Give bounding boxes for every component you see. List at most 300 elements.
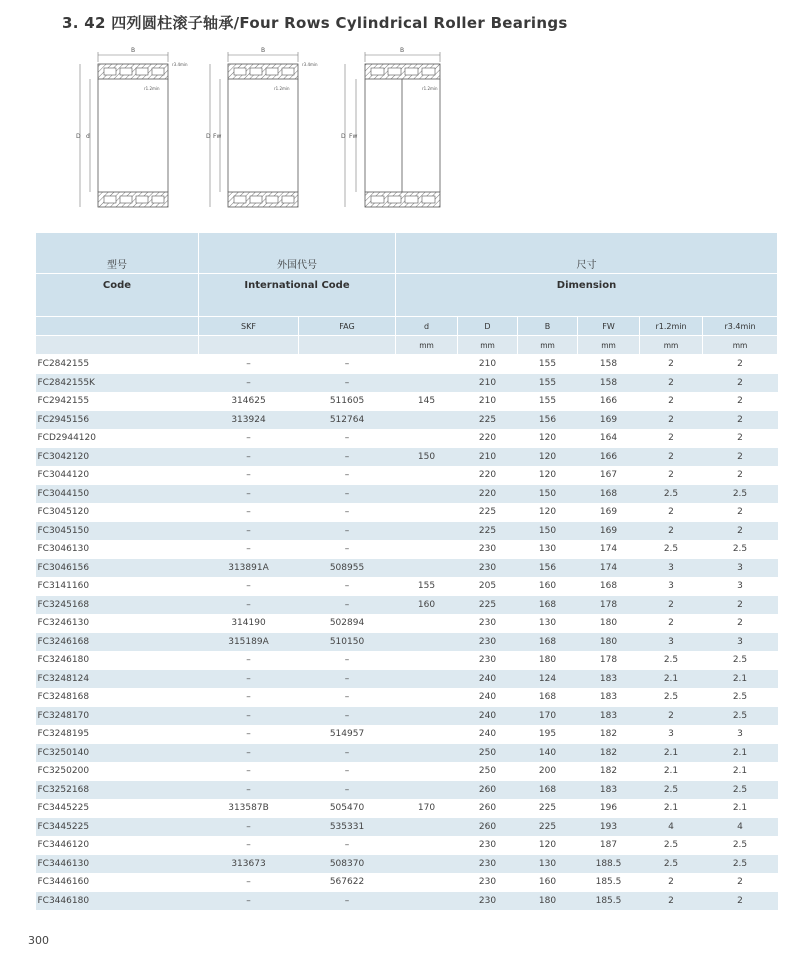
r12-cell: 4 bbox=[640, 818, 703, 837]
d-cell bbox=[396, 818, 458, 837]
skf-cell: – bbox=[199, 781, 299, 800]
r34-cell: 2 bbox=[737, 507, 743, 518]
D-cell: 230 bbox=[478, 877, 497, 888]
r34-cell: 2.5 bbox=[732, 840, 748, 851]
table-row bbox=[36, 873, 778, 892]
r34-cell: 2.1 bbox=[732, 766, 748, 777]
bore-label: Fw bbox=[349, 133, 358, 140]
D-cell: 230 bbox=[478, 840, 497, 851]
fw-cell: 168 bbox=[599, 581, 618, 592]
code-cell: FC3250140 bbox=[36, 744, 199, 763]
r12-cell: 2 bbox=[668, 507, 674, 518]
header-sub-blank bbox=[36, 317, 199, 336]
table-row bbox=[36, 781, 778, 800]
r12-cell: 2.1 bbox=[640, 670, 703, 689]
D-cell: 240 bbox=[478, 692, 497, 703]
r12-cell: 2 bbox=[668, 877, 674, 888]
skf-cell: 313673 bbox=[199, 855, 299, 874]
fw-cell: 166 bbox=[578, 448, 640, 467]
header-dim-cn: 尺寸 bbox=[396, 233, 778, 274]
skf-cell: – bbox=[246, 840, 251, 851]
fw-cell: 178 bbox=[599, 655, 618, 666]
code-cell: FC2842155K bbox=[36, 374, 199, 393]
skf-cell: 313924 bbox=[199, 411, 299, 430]
r12-cell: 2.5 bbox=[663, 544, 679, 555]
fag-cell: – bbox=[344, 840, 350, 851]
B-cell: 120 bbox=[538, 470, 557, 481]
code-cell: FC3248195 bbox=[37, 729, 90, 740]
code-cell: FC3141160 bbox=[37, 581, 90, 592]
fw-cell: 183 bbox=[578, 670, 640, 689]
unit-B: mm bbox=[518, 336, 578, 355]
code-cell: FC3250200 bbox=[37, 766, 90, 777]
r34-cell: 2.1 bbox=[732, 803, 748, 814]
fw-cell: 164 bbox=[599, 433, 618, 444]
table-row bbox=[36, 411, 778, 430]
code-cell: FC3044150 bbox=[36, 485, 199, 504]
code-cell: FC3046156 bbox=[36, 559, 199, 578]
D-cell: 230 bbox=[458, 855, 518, 874]
code-cell: FC3248168 bbox=[37, 692, 90, 703]
table-row bbox=[36, 855, 778, 874]
header-B: B bbox=[518, 317, 578, 336]
table-row bbox=[36, 577, 778, 596]
r34-cell: 2 bbox=[737, 470, 743, 481]
r12-cell: 2 bbox=[640, 374, 703, 393]
d-cell bbox=[396, 725, 458, 744]
skf-cell: – bbox=[246, 433, 251, 444]
fag-cell: – bbox=[344, 581, 350, 592]
table-row bbox=[36, 651, 778, 670]
bore-label: Fw bbox=[213, 133, 222, 140]
d-cell bbox=[396, 892, 458, 911]
D-cell: 260 bbox=[458, 781, 518, 800]
fag-cell: – bbox=[344, 766, 350, 777]
fag-cell: 567622 bbox=[329, 877, 365, 888]
code-cell: FC3046130 bbox=[37, 544, 90, 555]
d-cell: 160 bbox=[396, 596, 458, 615]
B-cell: 120 bbox=[518, 448, 578, 467]
skf-cell: – bbox=[199, 744, 299, 763]
outer-diameter-label: D bbox=[76, 133, 81, 140]
r34-cell: 3 bbox=[737, 729, 743, 740]
skf-cell: 313587B bbox=[228, 803, 269, 814]
skf-cell: 315189A bbox=[199, 633, 299, 652]
table-row bbox=[36, 466, 778, 485]
D-cell: 210 bbox=[478, 396, 497, 407]
B-cell: 120 bbox=[538, 507, 557, 518]
fw-cell: 182 bbox=[578, 744, 640, 763]
fw-cell: 167 bbox=[599, 470, 618, 481]
fag-cell: 508370 bbox=[299, 855, 396, 874]
D-cell: 210 bbox=[458, 448, 518, 467]
B-cell: 155 bbox=[518, 374, 578, 393]
header-code-cn: 型号 bbox=[36, 233, 199, 274]
bearing-drawing-1 bbox=[76, 47, 188, 207]
fag-cell: – bbox=[299, 781, 396, 800]
r34-cell: 2 bbox=[703, 522, 778, 541]
fag-cell: 505470 bbox=[329, 803, 365, 814]
table-row bbox=[36, 503, 778, 522]
fw-cell: 169 bbox=[578, 522, 640, 541]
fag-cell: – bbox=[344, 692, 350, 703]
fw-cell: 185.5 bbox=[578, 892, 640, 911]
bearing-drawings bbox=[60, 42, 460, 220]
skf-cell: – bbox=[199, 374, 299, 393]
outer-diameter-label: D bbox=[206, 133, 211, 140]
r12-cell: 2.5 bbox=[663, 692, 679, 703]
r12-cell: 2.5 bbox=[663, 655, 679, 666]
fw-cell: 174 bbox=[578, 559, 640, 578]
B-cell: 130 bbox=[518, 855, 578, 874]
skf-cell: – bbox=[246, 581, 251, 592]
B-cell: 150 bbox=[518, 485, 578, 504]
fag-cell: – bbox=[299, 485, 396, 504]
code-cell: FC3248124 bbox=[36, 670, 199, 689]
table-row bbox=[36, 836, 778, 855]
code-cell: FC3045150 bbox=[36, 522, 199, 541]
table-row bbox=[36, 485, 778, 504]
fag-cell: 512764 bbox=[299, 411, 396, 430]
table-row bbox=[36, 707, 778, 726]
unit-blank bbox=[199, 336, 299, 355]
r12-cell: 2.5 bbox=[640, 781, 703, 800]
code-cell: FC3446180 bbox=[36, 892, 199, 911]
table-body bbox=[36, 355, 778, 911]
r34-cell: 2.5 bbox=[703, 855, 778, 874]
r12-cell: 2.1 bbox=[663, 803, 679, 814]
r12-cell: 2 bbox=[668, 359, 674, 370]
width-label: B bbox=[130, 47, 136, 54]
r12-cell: 2 bbox=[640, 522, 703, 541]
d-cell bbox=[396, 503, 458, 522]
D-cell: 225 bbox=[458, 596, 518, 615]
header-fw: FW bbox=[578, 317, 640, 336]
skf-cell: – bbox=[246, 766, 251, 777]
fag-cell: – bbox=[299, 448, 396, 467]
B-cell: 140 bbox=[518, 744, 578, 763]
B-cell: 160 bbox=[538, 581, 557, 592]
code-cell: FC3042120 bbox=[36, 448, 199, 467]
unit-fw: mm bbox=[578, 336, 640, 355]
fag-cell: – bbox=[299, 892, 396, 911]
header-r34: r3.4min bbox=[703, 317, 778, 336]
skf-cell: – bbox=[246, 470, 251, 481]
header-D: D bbox=[458, 317, 518, 336]
B-cell: 120 bbox=[538, 433, 557, 444]
code-cell: FC3246130 bbox=[37, 618, 90, 629]
B-cell: 168 bbox=[518, 781, 578, 800]
r12-cell: 2.5 bbox=[663, 840, 679, 851]
code-cell: FC3446120 bbox=[37, 840, 90, 851]
code-cell: FC3445225 bbox=[36, 818, 199, 837]
fag-cell: – bbox=[344, 359, 350, 370]
header-intl-cn: 外国代号 bbox=[199, 233, 396, 274]
fw-cell: 182 bbox=[599, 729, 618, 740]
r34-label: r3.4min bbox=[302, 62, 318, 67]
D-cell: 240 bbox=[478, 729, 497, 740]
d-cell bbox=[396, 744, 458, 763]
r12-cell: 3 bbox=[668, 729, 674, 740]
B-cell: 168 bbox=[518, 633, 578, 652]
unit-r12: mm bbox=[640, 336, 703, 355]
skf-cell: – bbox=[199, 892, 299, 911]
fag-cell: – bbox=[299, 374, 396, 393]
code-cell: FC2842155 bbox=[37, 359, 90, 370]
header-dim-en: Dimension bbox=[396, 274, 778, 317]
header-fag: FAG bbox=[299, 317, 396, 336]
d-cell: 150 bbox=[396, 448, 458, 467]
D-cell: 220 bbox=[478, 470, 497, 481]
fw-cell: 193 bbox=[578, 818, 640, 837]
fw-cell: 168 bbox=[578, 485, 640, 504]
d-cell bbox=[396, 355, 458, 374]
r12-cell: 2 bbox=[668, 618, 674, 629]
d-cell bbox=[396, 873, 458, 892]
code-cell: FC2942155 bbox=[37, 396, 90, 407]
d-cell bbox=[396, 781, 458, 800]
d-cell bbox=[396, 707, 458, 726]
D-cell: 230 bbox=[478, 544, 497, 555]
B-cell: 156 bbox=[518, 559, 578, 578]
r12-label: r1.2min bbox=[274, 86, 290, 91]
fw-cell: 158 bbox=[599, 359, 618, 370]
r12-cell: 2.1 bbox=[640, 744, 703, 763]
code-cell: FC3248170 bbox=[36, 707, 199, 726]
fw-cell: 158 bbox=[578, 374, 640, 393]
header-skf: SKF bbox=[199, 317, 299, 336]
D-cell: 220 bbox=[458, 485, 518, 504]
r12-cell: 2 bbox=[640, 892, 703, 911]
bearing-table bbox=[35, 232, 778, 910]
code-cell: FC3445225 bbox=[37, 803, 90, 814]
B-cell: 130 bbox=[538, 618, 557, 629]
B-cell: 170 bbox=[518, 707, 578, 726]
d-cell bbox=[396, 429, 458, 448]
r12-cell: 2.5 bbox=[640, 855, 703, 874]
d-cell bbox=[396, 614, 458, 633]
B-cell: 180 bbox=[518, 892, 578, 911]
header-intl-en: International Code bbox=[199, 274, 396, 317]
skf-cell: – bbox=[246, 507, 251, 518]
code-cell: FC3446130 bbox=[36, 855, 199, 874]
skf-cell: – bbox=[199, 707, 299, 726]
skf-cell: – bbox=[246, 544, 251, 555]
fag-cell: 510150 bbox=[299, 633, 396, 652]
fag-cell: 502894 bbox=[329, 618, 365, 629]
fw-cell: 182 bbox=[599, 766, 618, 777]
code-cell: FC3446160 bbox=[37, 877, 90, 888]
r12-cell: 2 bbox=[668, 396, 674, 407]
outer-diameter-label: D bbox=[341, 133, 346, 140]
skf-cell: – bbox=[246, 729, 251, 740]
B-cell: 225 bbox=[518, 818, 578, 837]
table-row bbox=[36, 818, 778, 837]
skf-cell: 314190 bbox=[231, 618, 266, 629]
fw-cell: 187 bbox=[599, 840, 618, 851]
bore-label: d bbox=[86, 133, 90, 140]
table-row bbox=[36, 614, 778, 633]
r34-cell: 2.5 bbox=[732, 544, 748, 555]
table-row bbox=[36, 633, 778, 652]
table-row bbox=[36, 429, 778, 448]
code-cell: FC3246168 bbox=[36, 633, 199, 652]
B-cell: 155 bbox=[538, 396, 557, 407]
fw-cell: 169 bbox=[578, 411, 640, 430]
page-title: 3. 42 四列圆柱滚子轴承/Four Rows Cylindrical Roller Bearings bbox=[62, 14, 568, 32]
unit-d: mm bbox=[396, 336, 458, 355]
fag-cell: – bbox=[344, 655, 350, 666]
D-cell: 240 bbox=[458, 670, 518, 689]
unit-blank bbox=[36, 336, 199, 355]
r12-label: r1.2min bbox=[144, 86, 160, 91]
B-cell: 168 bbox=[538, 692, 557, 703]
header-code-en: Code bbox=[36, 274, 199, 317]
r12-cell: 2 bbox=[640, 596, 703, 615]
unit-D: mm bbox=[458, 336, 518, 355]
r34-cell: 2.5 bbox=[732, 655, 748, 666]
fag-cell: 511605 bbox=[329, 396, 365, 407]
d-cell bbox=[396, 374, 458, 393]
fw-cell: 185.5 bbox=[595, 877, 622, 888]
header-d: d bbox=[396, 317, 458, 336]
B-cell: 130 bbox=[538, 544, 557, 555]
fw-cell: 166 bbox=[599, 396, 618, 407]
D-cell: 230 bbox=[478, 618, 497, 629]
D-cell: 205 bbox=[478, 581, 497, 592]
r12-cell: 3 bbox=[668, 581, 674, 592]
d-cell bbox=[396, 855, 458, 874]
r34-cell: 2.5 bbox=[703, 707, 778, 726]
skf-cell: – bbox=[246, 359, 251, 370]
d-cell bbox=[396, 485, 458, 504]
d-cell: 145 bbox=[417, 396, 436, 407]
B-cell: 120 bbox=[538, 840, 557, 851]
r12-cell: 3 bbox=[640, 559, 703, 578]
skf-cell: 313891A bbox=[199, 559, 299, 578]
r12-cell: 3 bbox=[640, 633, 703, 652]
width-label: B bbox=[260, 47, 266, 54]
D-cell: 250 bbox=[458, 744, 518, 763]
unit-blank bbox=[299, 336, 396, 355]
unit-r34: mm bbox=[703, 336, 778, 355]
d-cell bbox=[396, 522, 458, 541]
r12-cell: 2 bbox=[640, 707, 703, 726]
d-cell bbox=[396, 651, 458, 670]
r34-cell: 2.1 bbox=[703, 744, 778, 763]
r12-cell: 2.1 bbox=[663, 766, 679, 777]
r34-cell: 2 bbox=[737, 433, 743, 444]
fw-cell: 183 bbox=[599, 692, 618, 703]
B-cell: 150 bbox=[518, 522, 578, 541]
d-cell bbox=[396, 836, 458, 855]
d-cell bbox=[396, 540, 458, 559]
skf-cell: – bbox=[199, 670, 299, 689]
B-cell: 225 bbox=[538, 803, 557, 814]
fw-cell: 180 bbox=[599, 618, 618, 629]
d-cell: 155 bbox=[417, 581, 436, 592]
fw-cell: 180 bbox=[578, 633, 640, 652]
r34-label: r3.4min bbox=[172, 62, 188, 67]
r34-cell: 2 bbox=[703, 374, 778, 393]
D-cell: 240 bbox=[458, 707, 518, 726]
table-row bbox=[36, 670, 778, 689]
code-cell: FCD2944120 bbox=[37, 433, 96, 444]
r34-cell: 2.5 bbox=[703, 781, 778, 800]
B-cell: 195 bbox=[538, 729, 557, 740]
d-cell bbox=[396, 559, 458, 578]
code-cell: FC3245168 bbox=[36, 596, 199, 615]
table-row bbox=[36, 392, 778, 411]
r34-cell: 3 bbox=[737, 581, 743, 592]
D-cell: 220 bbox=[478, 433, 497, 444]
width-label: B bbox=[399, 47, 405, 54]
fag-cell: – bbox=[344, 470, 350, 481]
skf-cell: – bbox=[199, 818, 299, 837]
B-cell: 180 bbox=[538, 655, 557, 666]
fag-cell: – bbox=[344, 433, 350, 444]
fag-cell: – bbox=[299, 744, 396, 763]
r34-cell: 2.5 bbox=[703, 485, 778, 504]
skf-cell: – bbox=[199, 485, 299, 504]
r34-cell: 2.5 bbox=[732, 692, 748, 703]
skf-cell: – bbox=[199, 596, 299, 615]
r34-cell: 2 bbox=[703, 596, 778, 615]
r12-cell: 2.5 bbox=[640, 485, 703, 504]
B-cell: 168 bbox=[518, 596, 578, 615]
D-cell: 260 bbox=[458, 818, 518, 837]
code-cell: FC3045120 bbox=[37, 507, 90, 518]
code-cell: FC3252168 bbox=[36, 781, 199, 800]
table-row bbox=[36, 374, 778, 393]
bearing-table-container bbox=[35, 232, 777, 910]
bearing-drawing-3 bbox=[341, 47, 440, 207]
table-row bbox=[36, 448, 778, 467]
table-row bbox=[36, 522, 778, 541]
table-row bbox=[36, 799, 778, 818]
D-cell: 225 bbox=[458, 522, 518, 541]
r12-cell: 2 bbox=[640, 411, 703, 430]
skf-cell: – bbox=[246, 877, 251, 888]
header-r12: r1.2min bbox=[640, 317, 703, 336]
r34-cell: 2 bbox=[737, 618, 743, 629]
fag-cell: – bbox=[344, 544, 350, 555]
skf-cell: – bbox=[199, 448, 299, 467]
code-cell: FC2945156 bbox=[36, 411, 199, 430]
r34-cell: 3 bbox=[703, 633, 778, 652]
D-cell: 230 bbox=[458, 559, 518, 578]
table-row bbox=[36, 596, 778, 615]
fw-cell: 196 bbox=[599, 803, 618, 814]
table-row bbox=[36, 725, 778, 744]
table-row bbox=[36, 559, 778, 578]
fag-cell: – bbox=[299, 596, 396, 615]
d-cell bbox=[396, 411, 458, 430]
D-cell: 230 bbox=[478, 655, 497, 666]
fw-cell: 183 bbox=[578, 707, 640, 726]
fw-cell: 188.5 bbox=[578, 855, 640, 874]
table-row bbox=[36, 892, 778, 911]
d-cell bbox=[396, 466, 458, 485]
r12-cell: 2 bbox=[668, 470, 674, 481]
fag-cell: – bbox=[299, 707, 396, 726]
r12-label: r1.2min bbox=[422, 86, 438, 91]
fag-cell: – bbox=[299, 670, 396, 689]
D-cell: 225 bbox=[478, 507, 497, 518]
fw-cell: 169 bbox=[599, 507, 618, 518]
skf-cell: – bbox=[246, 655, 251, 666]
r34-cell: 2 bbox=[737, 877, 743, 888]
